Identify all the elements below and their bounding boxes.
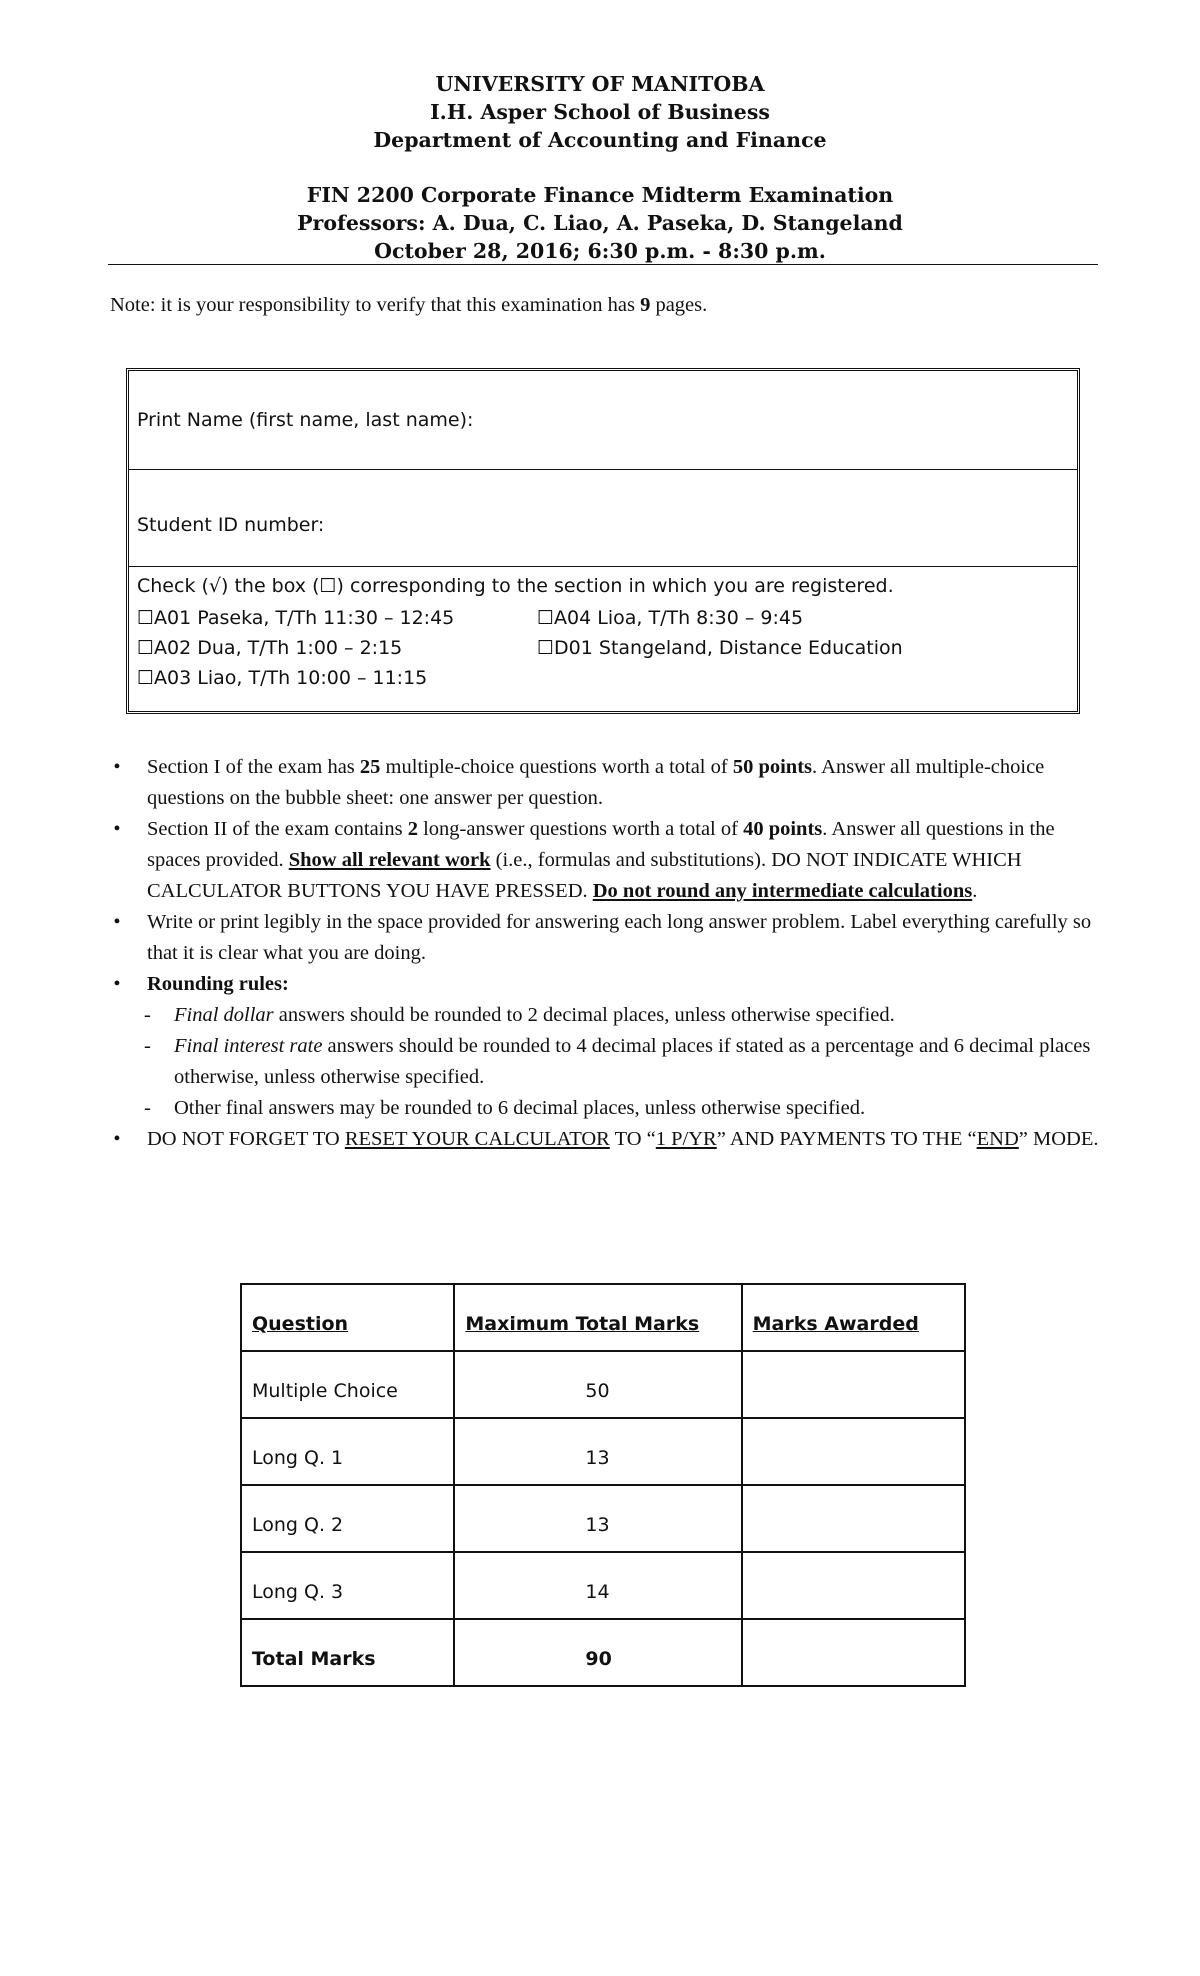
university-name: UNIVERSITY OF MANITOBA (435, 72, 765, 96)
marks-table (240, 1283, 966, 1687)
section-selection (129, 567, 1077, 711)
exam-title: FIN 2200 Corporate Finance Midterm Examination (306, 183, 894, 207)
section-checkbox-d01[interactable]: ☐D01 Stangeland, Distance Education (537, 637, 903, 659)
bullet-icon: • (113, 756, 121, 778)
section-checkbox-a01[interactable]: ☐A01 Paseka, T/Th 11:30 – 12:45 (137, 607, 455, 629)
question-cell: Long Q. 2 (241, 1485, 454, 1552)
name-field[interactable] (129, 371, 1077, 470)
student-id-label: Student ID number: (137, 514, 325, 536)
bullet-icon: • (113, 818, 121, 840)
total-label: Total Marks (241, 1619, 454, 1686)
show-work-emphasis: Show all relevant work (288, 849, 491, 871)
rounding-rule-other: - Other final answers may be rounded to 6 decimal places, unless otherwise specified. (144, 1097, 866, 1119)
page-count: 9 (640, 294, 651, 316)
professors: Professors: A. Dua, C. Liao, A. Paseka, D. Stangeland (297, 211, 903, 235)
instructions-list (110, 752, 1100, 1155)
rounding-rules-title: Rounding rules: (147, 973, 289, 995)
table-row (241, 1351, 965, 1418)
table-row (241, 1552, 965, 1619)
student-info-box (126, 368, 1080, 714)
max-marks-cell: 13 (454, 1418, 741, 1485)
instruction-section-1: • Section I of the exam has 25 multiple-choice questions worth a total of 50 points. Answer all multiple-choice questions on the bubble sheet: one answer per question. (110, 752, 1100, 814)
question-cell: Long Q. 1 (241, 1418, 454, 1485)
marks-awarded-cell[interactable] (742, 1485, 965, 1552)
bullet-icon: • (113, 973, 121, 995)
exam-date: October 28, 2016; 6:30 p.m. - 8:30 p.m. (374, 239, 826, 263)
table-row (241, 1418, 965, 1485)
col-header-question: Question (241, 1284, 454, 1351)
total-row (241, 1619, 965, 1686)
school-name: I.H. Asper School of Business (430, 100, 770, 124)
page-count-note: Note: it is your responsibility to verify that this examination has 9 pages. (110, 294, 708, 316)
no-round-emphasis: Do not round any intermediate calculations (592, 880, 973, 902)
header-divider (108, 264, 1098, 265)
department-name: Department of Accounting and Finance (373, 128, 827, 152)
bullet-icon: • (113, 1128, 121, 1150)
col-header-max-marks: Maximum Total Marks (454, 1284, 741, 1351)
col-header-marks-awarded: Marks Awarded (742, 1284, 965, 1351)
section-checkbox-a04[interactable]: ☐A04 Lioa, T/Th 8:30 – 9:45 (537, 607, 804, 629)
name-label: Print Name (first name, last name): (137, 409, 474, 431)
instruction-legibility: • Write or print legibly in the space provided for answering each long answer problem. Label everything carefully so that it is clear what you are doing. (110, 907, 1100, 969)
instruction-calculator-reset: • DO NOT FORGET TO RESET YOUR CALCULATOR TO “1 P/YR” AND PAYMENTS TO THE “END” MODE. (110, 1124, 1100, 1155)
instruction-rounding (110, 969, 1100, 1000)
section-checkbox-a02[interactable]: ☐A02 Dua, T/Th 1:00 – 2:15 (137, 637, 403, 659)
marks-awarded-cell[interactable] (742, 1552, 965, 1619)
marks-table-header (241, 1284, 965, 1351)
total-marks-awarded[interactable] (742, 1619, 965, 1686)
student-id-field[interactable] (129, 470, 1077, 567)
max-marks-cell: 50 (454, 1351, 741, 1418)
rounding-rule-interest: - Final interest rate answers should be rounded to 4 decimal places if stated as a percentage and 6 decimal places otherwise, unless otherwise specified. (144, 1035, 1091, 1088)
section-checkbox-a03[interactable]: ☐A03 Liao, T/Th 10:00 – 11:15 (137, 667, 428, 689)
marks-awarded-cell[interactable] (742, 1351, 965, 1418)
question-cell: Long Q. 3 (241, 1552, 454, 1619)
exam-header (0, 70, 1200, 265)
table-row (241, 1485, 965, 1552)
bullet-icon: • (113, 911, 121, 933)
rounding-rule-dollar: - Final dollar answers should be rounded to 2 decimal places, unless otherwise specified. (144, 1004, 895, 1026)
question-cell: Multiple Choice (241, 1351, 454, 1418)
section-instruction: Check (√) the box (☐) corresponding to the section in which you are registered. (137, 575, 894, 597)
max-marks-cell: 13 (454, 1485, 741, 1552)
marks-awarded-cell[interactable] (742, 1418, 965, 1485)
instruction-section-2: • Section II of the exam contains 2 long-answer questions worth a total of 40 points. Answer all questions in the spaces provided. Show all relevant work (i.e., formulas and substitutions). DO NOT INDICATE WHICH CALCULATOR BUTTONS YOU HAVE PRESSED. Do not round any intermediate calculations. (110, 814, 1100, 907)
max-marks-cell: 14 (454, 1552, 741, 1619)
total-max-marks: 90 (454, 1619, 741, 1686)
